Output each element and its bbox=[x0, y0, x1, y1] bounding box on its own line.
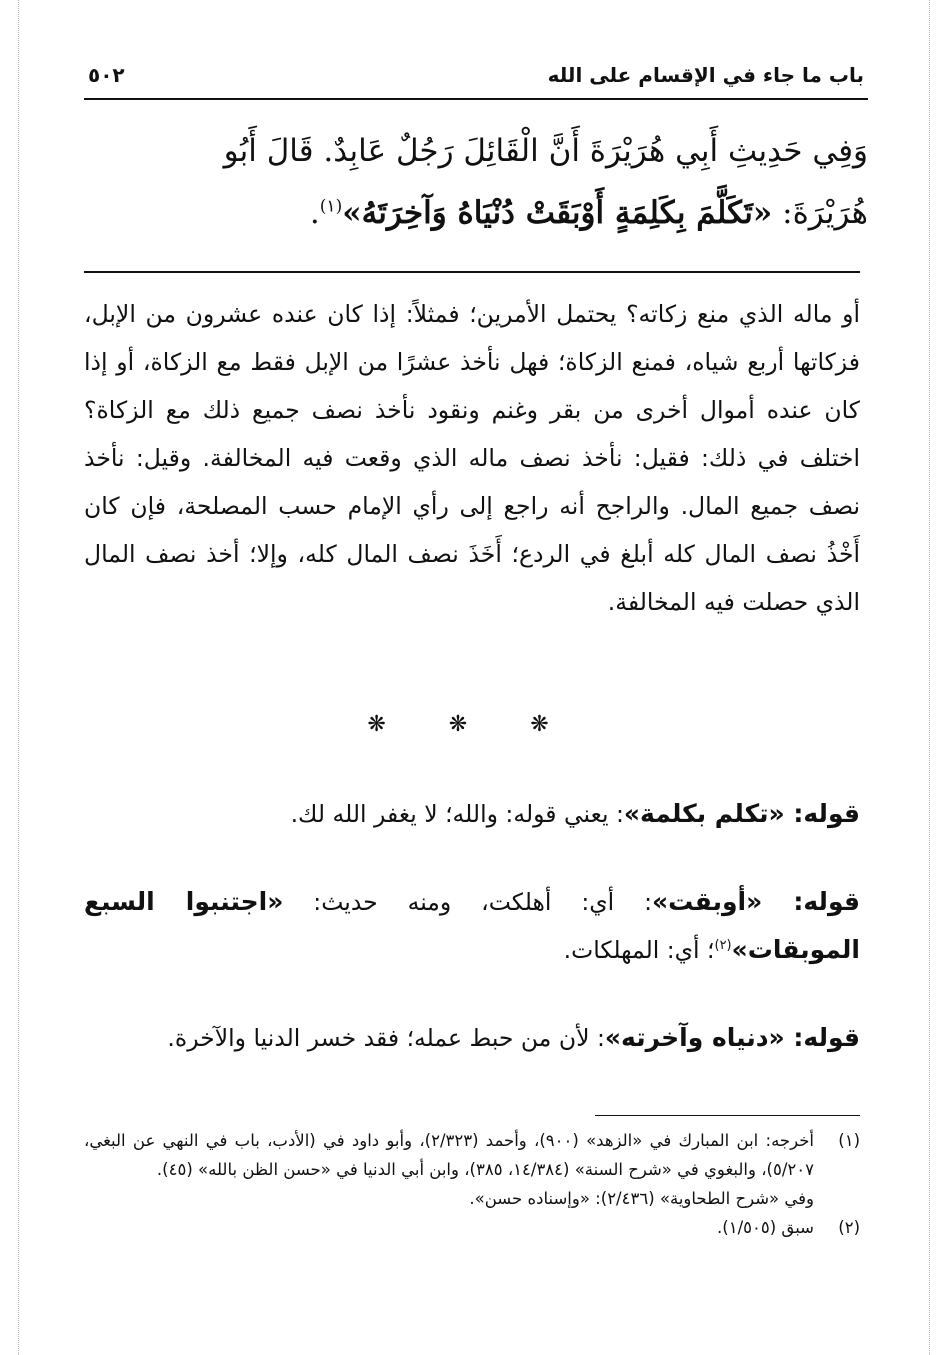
explanation-2-text: : أي: أهلكت، ومنه حديث: bbox=[283, 888, 653, 916]
hadith-line-2 bbox=[84, 182, 868, 244]
footnote-2-number: (٢) bbox=[838, 1218, 860, 1237]
page-header bbox=[88, 58, 864, 92]
explanation-3 bbox=[84, 1014, 860, 1062]
footnote-rule bbox=[595, 1115, 860, 1116]
hadith-line-2-suffix: . bbox=[309, 195, 320, 231]
explanation-2-text-after: ؛ أي: المهلكات. bbox=[563, 936, 715, 964]
hadith-line-2-prefix: هُرَيْرَةَ: bbox=[772, 195, 868, 231]
explanation-2 bbox=[84, 878, 860, 974]
explanation-3-label: قوله: «دنياه وآخرته» bbox=[604, 1023, 860, 1052]
footnote-1-note: وفي «شرح الطحاوية» (٢/٤٣٦): «وإسناده حسن». bbox=[469, 1189, 814, 1208]
explanations bbox=[84, 790, 860, 1102]
commentary-paragraph: أو ماله الذي منع زكاته؟ يحتمل الأمرين؛ فمثلاً: إذا كان عنده عشرون من الإبل، فزكاتها أربع شياه، فمنع الزكاة؛ فهل نأخذ عشرًا من الإبل فقط مع الزكاة، أو إذا كان عنده أموال أخرى من بقر وغنم ونقود نأخذ نصف جميع ذلك مع الزكاة؟ اختلف في ذلك: فقيل: نأخذ نصف ماله الذي وقعت فيه المخالفة. وقيل: نأخذ نصف جميع المال. والراجح أنه راجع إلى رأي الإمام حسب المصلحة، فإن كان أَخْذُ نصف المال كله أبلغ في الردع؛ أَخَذَ نصف المال كله، وإلا؛ أخذ نصف المال الذي حصلت فيه المخالفة. bbox=[84, 300, 860, 616]
footnote-1-text: أخرجه: ابن المبارك في «الزهد» (٩٠٠)، وأحمد (٢/٣٢٣)، وأبو داود في (الأدب، باب في النهي عن البغي، ٥/٢٠٧)، والبغوي في «شرح السنة» (١٤/٣٨٤، ٣٨٥)، وابن أبي الدنيا في «حسن الظن بالله» (٤٥). bbox=[84, 1131, 814, 1179]
footnote-2-text: سبق (١/٥٠٥). bbox=[717, 1218, 814, 1237]
explanation-2-quote: «اجتنبوا السبع الموبقات» bbox=[84, 887, 860, 964]
explanation-2-label: قوله: «أوبقت» bbox=[652, 887, 860, 916]
footnotes bbox=[84, 1126, 860, 1242]
section-separator: ❋ ❋ ❋ bbox=[367, 712, 577, 737]
chapter-title: باب ما جاء في الإقسام على الله bbox=[547, 63, 864, 87]
left-margin-dots bbox=[18, 0, 19, 1355]
footnote-1 bbox=[84, 1126, 860, 1184]
footnote-1-number: (١) bbox=[838, 1131, 860, 1150]
hadith-quote: «تَكَلَّمَ بِكَلِمَةٍ أَوْبَقَتْ دُنْيَاهُ وَآخِرَتَهُ» bbox=[342, 195, 773, 231]
header-rule bbox=[84, 98, 868, 100]
right-margin-dots bbox=[929, 0, 930, 1355]
explanation-3-text: : لأن من حبط عمله؛ فقد خسر الدنيا والآخرة. bbox=[167, 1024, 605, 1052]
footnote-2 bbox=[84, 1213, 860, 1242]
hadith-text bbox=[84, 120, 868, 244]
footnote-ref-2: (٢) bbox=[714, 938, 732, 954]
page-number: ٥٠٢ bbox=[88, 63, 125, 87]
explanation-1-label: قوله: «تكلم بكلمة» bbox=[623, 799, 860, 828]
explanation-1 bbox=[84, 790, 860, 838]
explanation-1-text: : يعني قوله: والله؛ لا يغفر الله لك. bbox=[290, 800, 624, 828]
footnote-ref-1: (١) bbox=[319, 196, 343, 217]
hadith-rule bbox=[84, 271, 860, 273]
hadith-line-1: وَفِي حَدِيثِ أَبِي هُرَيْرَةَ أَنَّ الْقَائِلَ رَجُلٌ عَابِدٌ. قَالَ أَبُو bbox=[223, 133, 868, 169]
